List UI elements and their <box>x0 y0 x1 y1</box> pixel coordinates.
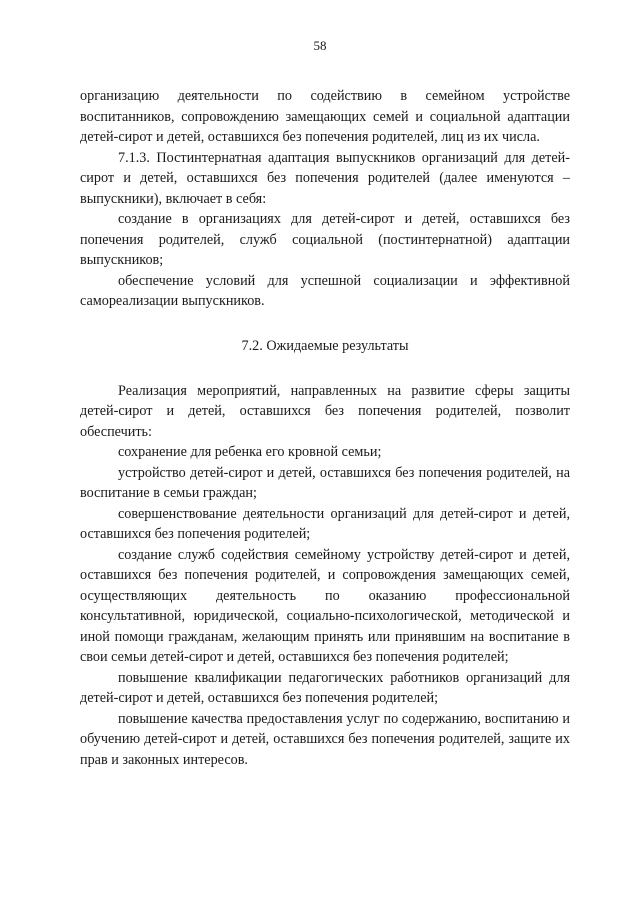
document-body <box>80 86 570 770</box>
paragraph-socialization: обеспечение условий для успешной социализации и эффективной самореализации выпускников. <box>80 272 570 309</box>
paragraph-result-item: создание служб содействия семейному устройству детей-сирот и детей, оставшихся без попечения родителей, и сопровождения замещающих семей, осуществляющих деятельность по оказанию профессиональной консультативной, юридической, социально-психологической, методической и иной помощи гражданам, желающим принять или принявшим на воспитание в свои семьи детей-сирот и детей, оставшихся без попечения родителей; <box>80 546 570 665</box>
paragraph-services-creation: создание в организациях для детей-сирот и детей, оставшихся без попечения родителей, служб социальной (постинтернатной) адаптации выпускников; <box>80 211 570 268</box>
paragraph-7-1-3: 7.1.3. Постинтернатная адаптация выпускников организаций для детей-сирот и детей, оставшихся без попечения родителей (далее именуются – выпускники), включает в себя: <box>80 149 570 207</box>
paragraph-result-item: повышение квалификации педагогических работников организаций для детей-сирот и детей, оставшихся без попечения родителей; <box>80 669 570 706</box>
paragraph-intro-results: Реализация мероприятий, направленных на развитие сферы защиты детей-сирот и детей, оставшихся без попечения родителей, позволит обеспечить: <box>80 382 570 440</box>
paragraph-result-item: устройство детей-сирот и детей, оставшихся без попечения родителей, на воспитание в семьи граждан; <box>80 464 570 501</box>
paragraph-result-item: сохранение для ребенка его кровной семьи; <box>118 444 382 460</box>
paragraph-result-item: совершенствование деятельности организаций для детей-сирот и детей, оставшихся без попечения родителей; <box>80 505 570 542</box>
page-number: 58 <box>313 38 327 53</box>
section-heading: 7.2. Ожидаемые результаты <box>241 337 409 354</box>
paragraph-result-item: повышение качества предоставления услуг по содержанию, воспитанию и обучению детей-сирот и детей, оставшихся без попечения родителей, защите их прав и законных интересов. <box>80 710 570 768</box>
paragraph-continuation: организацию деятельности по содействию в семейном устройстве воспитанников, сопровождению замещающих семей и социальной адаптации детей-сирот и детей, оставшихся без попечения родителей, лиц из их числа. <box>80 88 570 145</box>
